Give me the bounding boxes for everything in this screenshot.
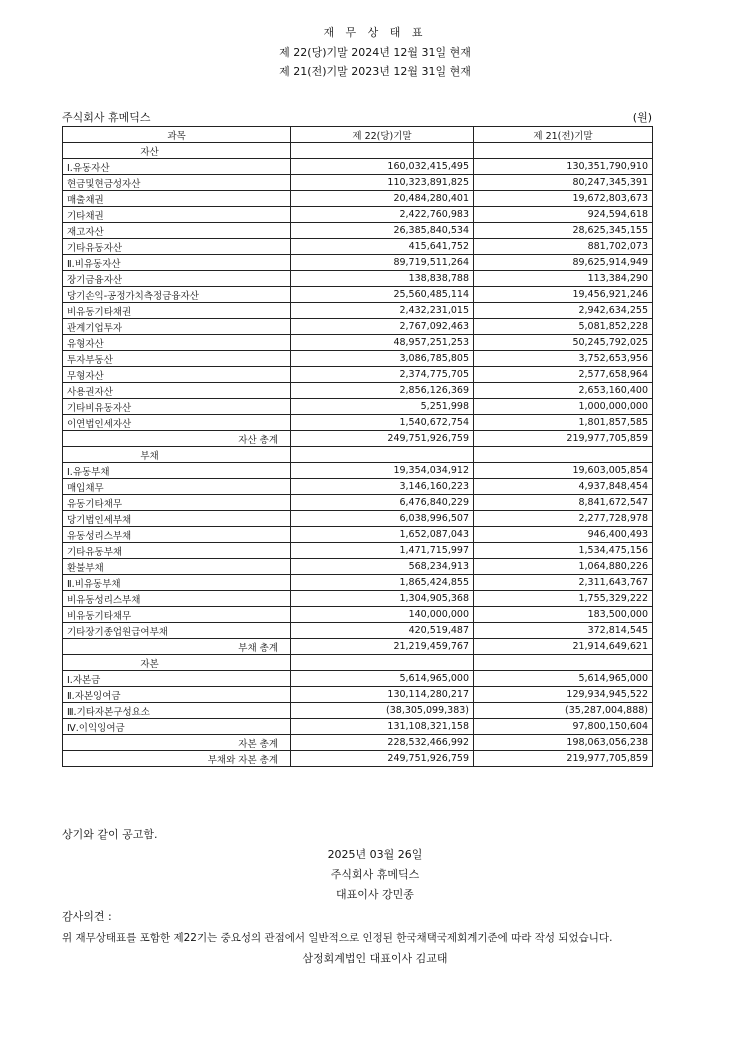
table-row	[63, 303, 653, 319]
account-name: 재고자산	[63, 223, 291, 239]
prior-period-value: 80,247,345,391	[474, 175, 653, 191]
account-name: 당기손익-공정가치측정금융자산	[63, 287, 291, 303]
table-row	[63, 687, 653, 703]
prior-period-value: 5,081,852,228	[474, 319, 653, 335]
prior-period-value: 1,534,475,156	[474, 543, 653, 559]
table-row	[63, 175, 653, 191]
table-row	[63, 463, 653, 479]
table-row	[63, 319, 653, 335]
current-period-value: 249,751,926,759	[291, 431, 474, 447]
prior-period-value: 130,351,790,910	[474, 159, 653, 175]
current-period-value	[291, 143, 474, 159]
table-row	[63, 751, 653, 767]
current-period-value: 1,652,087,043	[291, 527, 474, 543]
account-name: 환불부채	[63, 559, 291, 575]
table-row	[63, 351, 653, 367]
table-row	[63, 207, 653, 223]
account-name: Ⅳ.이익잉여금	[63, 719, 291, 735]
account-name: 자본 총계	[63, 735, 291, 751]
prior-period-value: 946,400,493	[474, 527, 653, 543]
prior-period-value: 881,702,073	[474, 239, 653, 255]
column-header-account: 과목	[63, 127, 291, 143]
account-name: 매입채무	[63, 479, 291, 495]
account-name: 기타채권	[63, 207, 291, 223]
table-row	[63, 479, 653, 495]
table-row	[63, 735, 653, 751]
account-name: 투자부동산	[63, 351, 291, 367]
account-name: 사용권자산	[63, 383, 291, 399]
current-period-value: 138,838,788	[291, 271, 474, 287]
current-period-value: 140,000,000	[291, 607, 474, 623]
table-row	[63, 159, 653, 175]
account-name: 현금및현금성자산	[63, 175, 291, 191]
account-name: 자산 총계	[63, 431, 291, 447]
period-current: 제 22(당)기말 2024년 12월 31일 현재	[279, 46, 471, 59]
current-period-value: 1,304,905,368	[291, 591, 474, 607]
table-row	[63, 383, 653, 399]
current-period-value: 420,519,487	[291, 623, 474, 639]
current-period-value: 6,038,996,507	[291, 511, 474, 527]
current-period-value: 19,354,034,912	[291, 463, 474, 479]
table-row	[63, 623, 653, 639]
account-name: 부채와 자본 총계	[63, 751, 291, 767]
current-period-value: 1,540,672,754	[291, 415, 474, 431]
prior-period-value: 1,755,329,222	[474, 591, 653, 607]
account-name: 이연법인세자산	[63, 415, 291, 431]
table-row	[63, 511, 653, 527]
audit-opinion-label: 감사의견 :	[62, 910, 112, 923]
prior-period-value: 219,977,705,859	[474, 431, 653, 447]
period-prior: 제 21(전)기말 2023년 12월 31일 현재	[279, 65, 471, 78]
current-period-value: 3,086,785,805	[291, 351, 474, 367]
table-row	[63, 367, 653, 383]
account-name: Ⅰ.자본금	[63, 671, 291, 687]
audit-opinion-text: 위 재무상태표를 포함한 제22기는 중요성의 관점에서 일반적으로 인정된 한국채택국제회계기준에 따라 작성 되었습니다.	[62, 932, 613, 944]
account-name: 유동기타채무	[63, 495, 291, 511]
prior-period-value: 19,603,005,854	[474, 463, 653, 479]
current-period-value	[291, 655, 474, 671]
prior-period-value	[474, 143, 653, 159]
prior-period-value: 372,814,545	[474, 623, 653, 639]
current-period-value: (38,305,099,383)	[291, 703, 474, 719]
table-row	[63, 431, 653, 447]
account-name: 기타유동부채	[63, 543, 291, 559]
current-period-value: 2,767,092,463	[291, 319, 474, 335]
current-period-value: 2,856,126,369	[291, 383, 474, 399]
prior-period-value: 50,245,792,025	[474, 335, 653, 351]
current-period-value: 25,560,485,114	[291, 287, 474, 303]
footer-company: 주식회사 휴메딕스	[330, 868, 420, 881]
current-period-value: 228,532,466,992	[291, 735, 474, 751]
prior-period-value: 113,384,290	[474, 271, 653, 287]
column-header-prior: 제 21(전)기말	[474, 127, 653, 143]
account-name	[63, 655, 291, 671]
table-body	[63, 143, 653, 767]
table-row	[63, 191, 653, 207]
prior-period-value: 21,914,649,621	[474, 639, 653, 655]
current-period-value: 5,614,965,000	[291, 671, 474, 687]
current-period-value: 5,251,998	[291, 399, 474, 415]
prior-period-value: 2,311,643,767	[474, 575, 653, 591]
current-period-value: 130,114,280,217	[291, 687, 474, 703]
account-name: Ⅲ.기타자본구성요소	[63, 703, 291, 719]
table-row	[63, 287, 653, 303]
current-period-value: 110,323,891,825	[291, 175, 474, 191]
table-row	[63, 527, 653, 543]
prior-period-value: 129,934,945,522	[474, 687, 653, 703]
column-header-current: 제 22(당)기말	[291, 127, 474, 143]
prior-period-value: 89,625,914,949	[474, 255, 653, 271]
notice-text: 상기와 같이 공고함.	[62, 828, 158, 841]
announcement-date: 2025년 03월 26일	[327, 848, 423, 861]
current-period-value: 6,476,840,229	[291, 495, 474, 511]
account-name: 비유동기타채권	[63, 303, 291, 319]
current-period-value: 20,484,280,401	[291, 191, 474, 207]
account-name: 유형자산	[63, 335, 291, 351]
account-name: 당기법인세부채	[63, 511, 291, 527]
prior-period-value: 5,614,965,000	[474, 671, 653, 687]
current-period-value: 1,471,715,997	[291, 543, 474, 559]
current-period-value: 160,032,415,495	[291, 159, 474, 175]
table-row	[63, 591, 653, 607]
table-row	[63, 719, 653, 735]
account-name: 기타비유동자산	[63, 399, 291, 415]
account-name: 매출채권	[63, 191, 291, 207]
prior-period-value: 2,942,634,255	[474, 303, 653, 319]
current-period-value: 26,385,840,534	[291, 223, 474, 239]
company-name: 주식회사 휴메딕스	[62, 111, 151, 124]
prior-period-value: 1,000,000,000	[474, 399, 653, 415]
balance-sheet-table	[62, 126, 653, 767]
account-name: Ⅰ.유동부채	[63, 463, 291, 479]
current-period-value: 131,108,321,158	[291, 719, 474, 735]
prior-period-value: 1,801,857,585	[474, 415, 653, 431]
account-name: 기타장기종업원급여부채	[63, 623, 291, 639]
table-row	[63, 143, 653, 159]
table-row	[63, 575, 653, 591]
account-name: 관계기업투자	[63, 319, 291, 335]
table-row	[63, 255, 653, 271]
section-label: 자산	[140, 146, 159, 158]
account-name: 비유동기타채무	[63, 607, 291, 623]
table-row	[63, 223, 653, 239]
prior-period-value: (35,287,004,888)	[474, 703, 653, 719]
account-name: 부채 총계	[63, 639, 291, 655]
current-period-value: 89,719,511,264	[291, 255, 474, 271]
prior-period-value: 2,277,728,978	[474, 511, 653, 527]
table-row	[63, 671, 653, 687]
prior-period-value: 3,752,653,956	[474, 351, 653, 367]
table-row	[63, 239, 653, 255]
table-row	[63, 639, 653, 655]
prior-period-value	[474, 655, 653, 671]
account-name: 유동성리스부채	[63, 527, 291, 543]
account-name: Ⅰ.유동자산	[63, 159, 291, 175]
table-row	[63, 271, 653, 287]
prior-period-value: 219,977,705,859	[474, 751, 653, 767]
current-period-value: 2,374,775,705	[291, 367, 474, 383]
company-row	[62, 109, 652, 125]
table-row	[63, 335, 653, 351]
current-period-value: 249,751,926,759	[291, 751, 474, 767]
account-name: 장기금융자산	[63, 271, 291, 287]
current-period-value: 21,219,459,767	[291, 639, 474, 655]
section-label: 부채	[140, 450, 159, 462]
current-period-value: 2,422,760,983	[291, 207, 474, 223]
table-row	[63, 607, 653, 623]
prior-period-value: 198,063,056,238	[474, 735, 653, 751]
auditor-name: 삼정회계법인 대표이사 김교태	[302, 952, 448, 965]
prior-period-value: 8,841,672,547	[474, 495, 653, 511]
account-name: Ⅱ.비유동자산	[63, 255, 291, 271]
account-name: 기타유동자산	[63, 239, 291, 255]
prior-period-value: 924,594,618	[474, 207, 653, 223]
prior-period-value: 19,672,803,673	[474, 191, 653, 207]
prior-period-value: 19,456,921,246	[474, 287, 653, 303]
current-period-value: 2,432,231,015	[291, 303, 474, 319]
table-row	[63, 559, 653, 575]
currency-unit: (원)	[632, 111, 652, 124]
prior-period-value: 97,800,150,604	[474, 719, 653, 735]
account-name	[63, 143, 291, 159]
prior-period-value: 1,064,880,226	[474, 559, 653, 575]
table-row	[63, 655, 653, 671]
account-name	[63, 447, 291, 463]
prior-period-value: 4,937,848,454	[474, 479, 653, 495]
table-row	[63, 543, 653, 559]
current-period-value: 3,146,160,223	[291, 479, 474, 495]
table-row	[63, 703, 653, 719]
account-name: 비유동성리스부채	[63, 591, 291, 607]
current-period-value: 1,865,424,855	[291, 575, 474, 591]
table-row	[63, 399, 653, 415]
account-name: 무형자산	[63, 367, 291, 383]
current-period-value	[291, 447, 474, 463]
table-row	[63, 495, 653, 511]
document-title: 재 무 상 태 표	[323, 26, 427, 39]
current-period-value: 415,641,752	[291, 239, 474, 255]
table-header-row	[63, 127, 653, 143]
ceo-name: 대표이사 강민종	[336, 888, 414, 901]
prior-period-value: 28,625,345,155	[474, 223, 653, 239]
table-row	[63, 415, 653, 431]
account-name: Ⅱ.비유동부채	[63, 575, 291, 591]
section-label: 자본	[140, 658, 159, 670]
current-period-value: 48,957,251,253	[291, 335, 474, 351]
prior-period-value	[474, 447, 653, 463]
current-period-value: 568,234,913	[291, 559, 474, 575]
prior-period-value: 2,577,658,964	[474, 367, 653, 383]
prior-period-value: 2,653,160,400	[474, 383, 653, 399]
account-name: Ⅱ.자본잉여금	[63, 687, 291, 703]
table-row	[63, 447, 653, 463]
prior-period-value: 183,500,000	[474, 607, 653, 623]
